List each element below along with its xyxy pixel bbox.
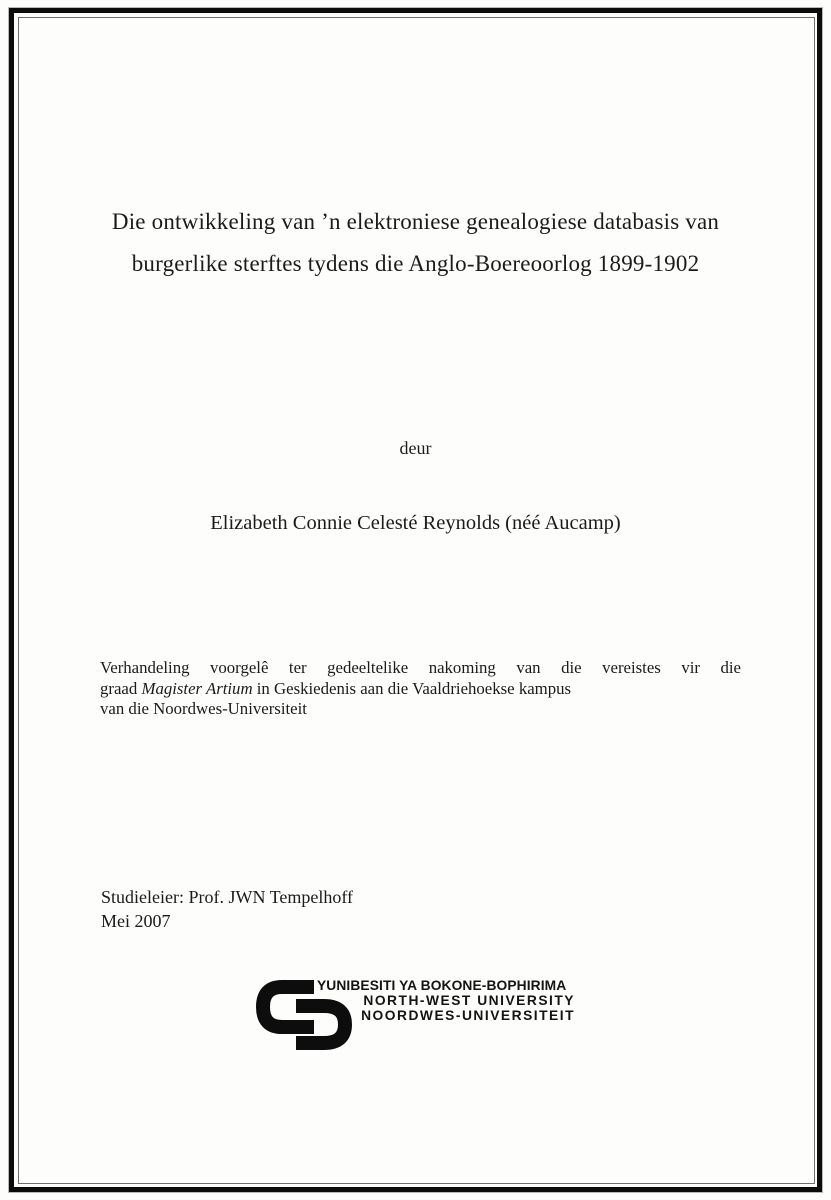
submission-line3: van die Noordwes-Universiteit [100,699,307,719]
logo-line-afrikaans: NOORDWES-UNIVERSITEIT [361,1008,575,1023]
byline: deur [399,438,432,458]
date-line: Mei 2007 [101,910,171,931]
logo-line-setswana: YUNIBESITI YA BOKONE-BOPHIRIMA [317,978,567,993]
submission-line2 [100,679,741,700]
supervisor-block [101,886,353,933]
thesis-title-line1: Die ontwikkeling van ’n elektroniese genealogiese databasis van [111,209,720,234]
nwu-logo-wordmark [317,978,575,1023]
supervisor-line: Studieleier: Prof. JWN Tempelhoff [101,887,354,907]
submission-statement [100,658,741,720]
submission-line2-prefix: graad [100,678,142,698]
logo-line-english: NORTH-WEST UNIVERSITY [363,993,575,1008]
author-name: Elizabeth Connie Celesté Reynolds (néé Aucamp) [210,512,621,534]
thesis-title [45,201,786,285]
submission-line2-degree: Magister Artium [141,678,253,698]
submission-line2-suffix: in Geskiedenis aan die Vaaldriehoekse kampus [252,678,572,698]
submission-line1: Verhandeling voorgelê ter gedeeltelike nakoming van die vereistes vir die [100,658,741,677]
thesis-title-line2: burgerlike sterftes tydens die Anglo-Boereoorlog 1899-1902 [131,251,700,276]
